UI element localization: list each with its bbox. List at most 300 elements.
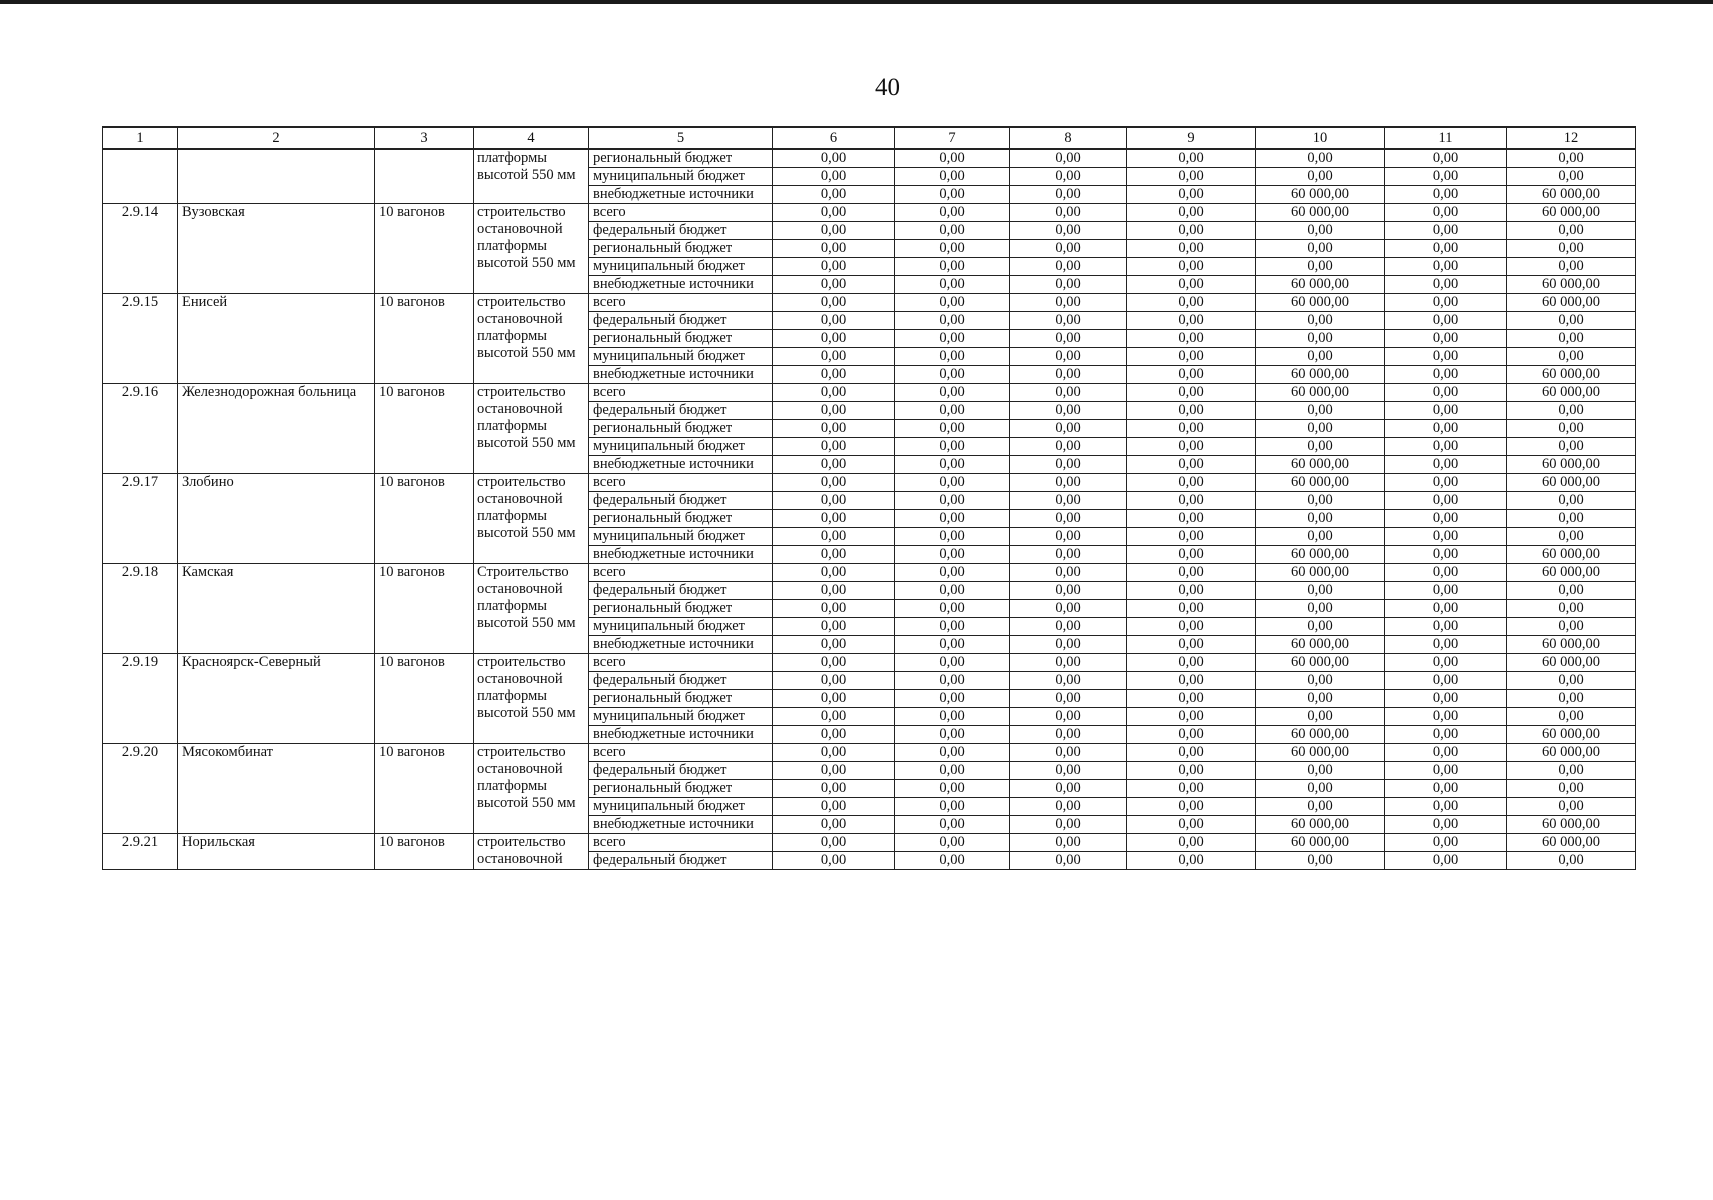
funding-source-cell: федеральный бюджет [589,312,773,330]
value-cell: 0,00 [895,222,1010,240]
col-header: 2 [178,127,375,149]
value-cell: 0,00 [1010,312,1127,330]
budget-table [102,126,1636,870]
value-cell: 0,00 [895,744,1010,762]
value-cell: 0,00 [1127,204,1256,222]
value-cell: 0,00 [1385,420,1507,438]
value-cell: 0,00 [773,600,895,618]
value-cell: 0,00 [773,240,895,258]
value-cell: 0,00 [1010,366,1127,384]
value-cell: 0,00 [1010,348,1127,366]
value-cell: 0,00 [1010,798,1127,816]
value-cell: 0,00 [1507,798,1636,816]
value-cell: 0,00 [1385,816,1507,834]
value-cell: 0,00 [895,312,1010,330]
value-cell: 0,00 [773,834,895,852]
value-cell: 0,00 [1256,852,1385,870]
value-cell: 0,00 [895,834,1010,852]
value-cell: 0,00 [773,366,895,384]
value-cell: 0,00 [1010,636,1127,654]
value-cell: 0,00 [1010,672,1127,690]
value-cell: 0,00 [1256,672,1385,690]
value-cell: 0,00 [1385,636,1507,654]
funding-source-cell: региональный бюджет [589,240,773,258]
object-cell: строительство остановочной платформы высотой 550 мм [474,654,589,744]
value-cell: 0,00 [773,456,895,474]
value-cell: 0,00 [773,618,895,636]
value-cell: 0,00 [895,258,1010,276]
funding-source-cell: муниципальный бюджет [589,438,773,456]
value-cell: 0,00 [1010,456,1127,474]
value-cell: 0,00 [1127,780,1256,798]
station-name-cell: Красноярск-Северный [178,654,375,744]
value-cell: 60 000,00 [1256,474,1385,492]
value-cell: 0,00 [1385,726,1507,744]
value-cell: 0,00 [1010,492,1127,510]
value-cell: 0,00 [1256,708,1385,726]
table-row [103,654,1636,672]
value-cell: 0,00 [1507,600,1636,618]
value-cell: 0,00 [895,690,1010,708]
value-cell: 0,00 [895,708,1010,726]
value-cell: 0,00 [1256,420,1385,438]
value-cell: 0,00 [1010,618,1127,636]
column-number-row [103,127,1636,149]
value-cell: 0,00 [1127,186,1256,204]
value-cell: 0,00 [1010,168,1127,186]
value-cell: 0,00 [773,672,895,690]
value-cell: 60 000,00 [1256,384,1385,402]
table-row [103,294,1636,312]
value-cell: 0,00 [1256,149,1385,168]
funding-source-cell: федеральный бюджет [589,402,773,420]
value-cell: 0,00 [1127,582,1256,600]
value-cell: 0,00 [1507,222,1636,240]
value-cell: 0,00 [773,276,895,294]
value-cell: 0,00 [1507,149,1636,168]
value-cell: 0,00 [1127,564,1256,582]
funding-source-cell: муниципальный бюджет [589,708,773,726]
value-cell: 0,00 [1127,528,1256,546]
funding-source-cell: внебюджетные источники [589,636,773,654]
value-cell: 0,00 [1256,222,1385,240]
object-cell: платформы высотой 550 мм [474,149,589,204]
value-cell: 0,00 [1507,402,1636,420]
value-cell: 0,00 [1127,149,1256,168]
funding-source-cell: всего [589,744,773,762]
funding-source-cell: всего [589,564,773,582]
value-cell: 0,00 [1127,690,1256,708]
value-cell: 60 000,00 [1256,276,1385,294]
value-cell: 0,00 [895,780,1010,798]
value-cell: 0,00 [1256,690,1385,708]
value-cell: 60 000,00 [1507,816,1636,834]
value-cell: 0,00 [1385,384,1507,402]
value-cell: 0,00 [1507,240,1636,258]
value-cell: 0,00 [895,672,1010,690]
value-cell: 0,00 [1010,204,1127,222]
funding-source-cell: федеральный бюджет [589,852,773,870]
capacity-cell: 10 вагонов [375,564,474,654]
value-cell: 0,00 [1010,222,1127,240]
value-cell: 0,00 [1385,672,1507,690]
value-cell: 0,00 [1385,798,1507,816]
value-cell: 0,00 [773,330,895,348]
value-cell: 0,00 [1256,600,1385,618]
value-cell: 0,00 [1507,528,1636,546]
value-cell: 0,00 [1256,258,1385,276]
value-cell: 0,00 [1127,330,1256,348]
value-cell: 0,00 [1385,564,1507,582]
value-cell: 60 000,00 [1507,726,1636,744]
funding-source-cell: региональный бюджет [589,690,773,708]
capacity-cell: 10 вагонов [375,834,474,870]
col-header: 5 [589,127,773,149]
value-cell: 0,00 [1127,222,1256,240]
value-cell: 0,00 [1127,294,1256,312]
value-cell: 0,00 [1385,708,1507,726]
value-cell: 0,00 [773,690,895,708]
value-cell: 0,00 [1127,438,1256,456]
value-cell: 0,00 [1127,312,1256,330]
value-cell: 0,00 [1127,708,1256,726]
funding-source-cell: внебюджетные источники [589,546,773,564]
value-cell: 60 000,00 [1256,654,1385,672]
item-number-cell: 2.9.16 [103,384,178,474]
station-name-cell: Злобино [178,474,375,564]
value-cell: 0,00 [773,474,895,492]
value-cell: 0,00 [1127,168,1256,186]
funding-source-cell: внебюджетные источники [589,726,773,744]
value-cell: 0,00 [1127,798,1256,816]
value-cell: 0,00 [1127,654,1256,672]
funding-source-cell: муниципальный бюджет [589,528,773,546]
value-cell: 0,00 [773,510,895,528]
funding-source-cell: всего [589,654,773,672]
value-cell: 0,00 [1385,366,1507,384]
value-cell: 0,00 [773,582,895,600]
funding-source-cell: всего [589,384,773,402]
value-cell: 0,00 [773,726,895,744]
value-cell: 0,00 [773,852,895,870]
value-cell: 0,00 [1010,510,1127,528]
value-cell: 0,00 [1507,420,1636,438]
funding-source-cell: муниципальный бюджет [589,798,773,816]
value-cell: 0,00 [1127,474,1256,492]
value-cell: 60 000,00 [1507,744,1636,762]
value-cell: 0,00 [1507,438,1636,456]
value-cell: 0,00 [1507,330,1636,348]
value-cell: 0,00 [773,492,895,510]
value-cell: 0,00 [1507,852,1636,870]
table-row [103,564,1636,582]
value-cell: 0,00 [1507,258,1636,276]
value-cell: 0,00 [1127,636,1256,654]
value-cell: 0,00 [1127,546,1256,564]
value-cell: 0,00 [1256,798,1385,816]
col-header: 9 [1127,127,1256,149]
value-cell: 0,00 [1385,222,1507,240]
station-name-cell: Камская [178,564,375,654]
value-cell: 0,00 [895,168,1010,186]
value-cell: 0,00 [1127,402,1256,420]
station-name-cell: Вузовская [178,204,375,294]
value-cell: 0,00 [1127,834,1256,852]
item-number-cell: 2.9.15 [103,294,178,384]
value-cell: 0,00 [773,546,895,564]
value-cell: 0,00 [1385,312,1507,330]
value-cell: 0,00 [1010,654,1127,672]
object-cell: строительство остановочной платформы высотой 550 мм [474,474,589,564]
value-cell: 0,00 [1256,780,1385,798]
value-cell: 0,00 [773,149,895,168]
value-cell: 0,00 [895,798,1010,816]
value-cell: 0,00 [1256,402,1385,420]
value-cell: 0,00 [1385,852,1507,870]
item-number-cell: 2.9.20 [103,744,178,834]
value-cell: 60 000,00 [1507,546,1636,564]
value-cell: 0,00 [1010,240,1127,258]
funding-source-cell: всего [589,204,773,222]
capacity-cell [375,149,474,204]
value-cell: 0,00 [1127,816,1256,834]
value-cell: 0,00 [895,852,1010,870]
funding-source-cell: внебюджетные источники [589,186,773,204]
funding-source-cell: федеральный бюджет [589,762,773,780]
funding-source-cell: региональный бюджет [589,510,773,528]
value-cell: 0,00 [1127,852,1256,870]
value-cell: 0,00 [895,726,1010,744]
table-row [103,204,1636,222]
value-cell: 0,00 [895,149,1010,168]
value-cell: 0,00 [1127,384,1256,402]
value-cell: 0,00 [1385,762,1507,780]
value-cell: 0,00 [1385,492,1507,510]
value-cell: 0,00 [773,186,895,204]
item-number-cell: 2.9.19 [103,654,178,744]
funding-source-cell: муниципальный бюджет [589,618,773,636]
object-cell: строительство остановочной платформы высотой 550 мм [474,384,589,474]
value-cell: 60 000,00 [1256,186,1385,204]
value-cell: 0,00 [895,420,1010,438]
value-cell: 0,00 [1127,420,1256,438]
value-cell: 0,00 [1507,762,1636,780]
funding-source-cell: федеральный бюджет [589,672,773,690]
col-header: 10 [1256,127,1385,149]
capacity-cell: 10 вагонов [375,294,474,384]
value-cell: 0,00 [1010,438,1127,456]
value-cell: 0,00 [1010,474,1127,492]
col-header: 6 [773,127,895,149]
item-number-cell: 2.9.17 [103,474,178,564]
funding-source-cell: региональный бюджет [589,149,773,168]
value-cell: 0,00 [1385,204,1507,222]
table-body [103,149,1636,870]
value-cell: 0,00 [1256,528,1385,546]
value-cell: 0,00 [1385,168,1507,186]
value-cell: 0,00 [895,384,1010,402]
value-cell: 0,00 [1507,780,1636,798]
value-cell: 0,00 [773,222,895,240]
value-cell: 0,00 [895,762,1010,780]
station-name-cell: Енисей [178,294,375,384]
table-row [103,149,1636,168]
value-cell: 0,00 [895,330,1010,348]
item-number-cell: 2.9.14 [103,204,178,294]
value-cell: 0,00 [1010,330,1127,348]
value-cell: 0,00 [1010,186,1127,204]
value-cell: 60 000,00 [1256,636,1385,654]
value-cell: 0,00 [773,420,895,438]
value-cell: 0,00 [773,744,895,762]
value-cell: 0,00 [1385,546,1507,564]
table-row [103,834,1636,852]
value-cell: 0,00 [1010,582,1127,600]
item-number-cell [103,149,178,204]
value-cell: 60 000,00 [1256,744,1385,762]
value-cell: 0,00 [1256,438,1385,456]
value-cell: 0,00 [1507,618,1636,636]
value-cell: 0,00 [1010,834,1127,852]
funding-source-cell: муниципальный бюджет [589,348,773,366]
object-cell: строительство остановочной платформы высотой 550 мм [474,744,589,834]
value-cell: 0,00 [1010,852,1127,870]
value-cell: 0,00 [1385,402,1507,420]
funding-source-cell: федеральный бюджет [589,222,773,240]
value-cell: 0,00 [1385,186,1507,204]
funding-source-cell: внебюджетные источники [589,366,773,384]
value-cell: 0,00 [1010,744,1127,762]
value-cell: 0,00 [1385,690,1507,708]
value-cell: 0,00 [1010,600,1127,618]
value-cell: 0,00 [1256,762,1385,780]
value-cell: 0,00 [1385,780,1507,798]
value-cell: 60 000,00 [1256,456,1385,474]
funding-source-cell: федеральный бюджет [589,492,773,510]
value-cell: 0,00 [1256,168,1385,186]
value-cell: 60 000,00 [1256,726,1385,744]
col-header: 4 [474,127,589,149]
funding-source-cell: всего [589,834,773,852]
value-cell: 0,00 [1010,762,1127,780]
station-name-cell: Норильская [178,834,375,870]
value-cell: 0,00 [1010,258,1127,276]
value-cell: 0,00 [773,438,895,456]
value-cell: 60 000,00 [1256,564,1385,582]
col-header: 3 [375,127,474,149]
value-cell: 0,00 [773,258,895,276]
object-cell: строительство остановочной платформы высотой 550 мм [474,294,589,384]
value-cell: 0,00 [1507,690,1636,708]
value-cell: 0,00 [773,384,895,402]
value-cell: 60 000,00 [1507,366,1636,384]
value-cell: 60 000,00 [1507,636,1636,654]
value-cell: 0,00 [1127,600,1256,618]
value-cell: 0,00 [1127,762,1256,780]
funding-source-cell: федеральный бюджет [589,582,773,600]
value-cell: 0,00 [1507,312,1636,330]
value-cell: 0,00 [1507,348,1636,366]
funding-source-cell: региональный бюджет [589,330,773,348]
value-cell: 0,00 [895,348,1010,366]
value-cell: 0,00 [1010,690,1127,708]
funding-source-cell: региональный бюджет [589,420,773,438]
value-cell: 0,00 [1385,834,1507,852]
value-cell: 0,00 [1127,276,1256,294]
value-cell: 0,00 [773,762,895,780]
value-cell: 0,00 [895,816,1010,834]
value-cell: 60 000,00 [1507,294,1636,312]
value-cell: 0,00 [773,816,895,834]
value-cell: 60 000,00 [1507,276,1636,294]
value-cell: 60 000,00 [1507,564,1636,582]
value-cell: 0,00 [895,186,1010,204]
value-cell: 0,00 [895,438,1010,456]
object-cell: строительство остановочной [474,834,589,870]
funding-source-cell: внебюджетные источники [589,816,773,834]
funding-source-cell: региональный бюджет [589,600,773,618]
value-cell: 0,00 [1127,726,1256,744]
value-cell: 0,00 [1127,510,1256,528]
item-number-cell: 2.9.18 [103,564,178,654]
value-cell: 0,00 [773,348,895,366]
table-row [103,744,1636,762]
value-cell: 0,00 [1385,456,1507,474]
value-cell: 60 000,00 [1256,204,1385,222]
value-cell: 0,00 [1385,600,1507,618]
value-cell: 0,00 [1127,618,1256,636]
value-cell: 0,00 [1507,492,1636,510]
value-cell: 0,00 [1385,276,1507,294]
value-cell: 0,00 [1010,726,1127,744]
value-cell: 60 000,00 [1507,474,1636,492]
value-cell: 0,00 [1010,564,1127,582]
value-cell: 0,00 [1385,258,1507,276]
value-cell: 0,00 [895,366,1010,384]
value-cell: 0,00 [895,294,1010,312]
value-cell: 0,00 [1385,294,1507,312]
value-cell: 60 000,00 [1256,546,1385,564]
value-cell: 0,00 [773,708,895,726]
value-cell: 0,00 [895,600,1010,618]
capacity-cell: 10 вагонов [375,744,474,834]
value-cell: 0,00 [895,636,1010,654]
value-cell: 0,00 [895,528,1010,546]
value-cell: 0,00 [1010,708,1127,726]
value-cell: 0,00 [895,402,1010,420]
value-cell: 0,00 [1385,618,1507,636]
funding-source-cell: всего [589,294,773,312]
value-cell: 0,00 [773,294,895,312]
value-cell: 0,00 [1385,528,1507,546]
value-cell: 0,00 [1385,240,1507,258]
col-header: 8 [1010,127,1127,149]
value-cell: 0,00 [1127,492,1256,510]
value-cell: 0,00 [1127,258,1256,276]
value-cell: 0,00 [1507,708,1636,726]
value-cell: 60 000,00 [1507,204,1636,222]
value-cell: 60 000,00 [1256,816,1385,834]
value-cell: 0,00 [1127,456,1256,474]
value-cell: 0,00 [1385,348,1507,366]
value-cell: 0,00 [1507,168,1636,186]
value-cell: 60 000,00 [1507,834,1636,852]
funding-source-cell: муниципальный бюджет [589,168,773,186]
value-cell: 60 000,00 [1507,654,1636,672]
value-cell: 0,00 [1385,438,1507,456]
value-cell: 60 000,00 [1256,294,1385,312]
value-cell: 0,00 [1127,744,1256,762]
